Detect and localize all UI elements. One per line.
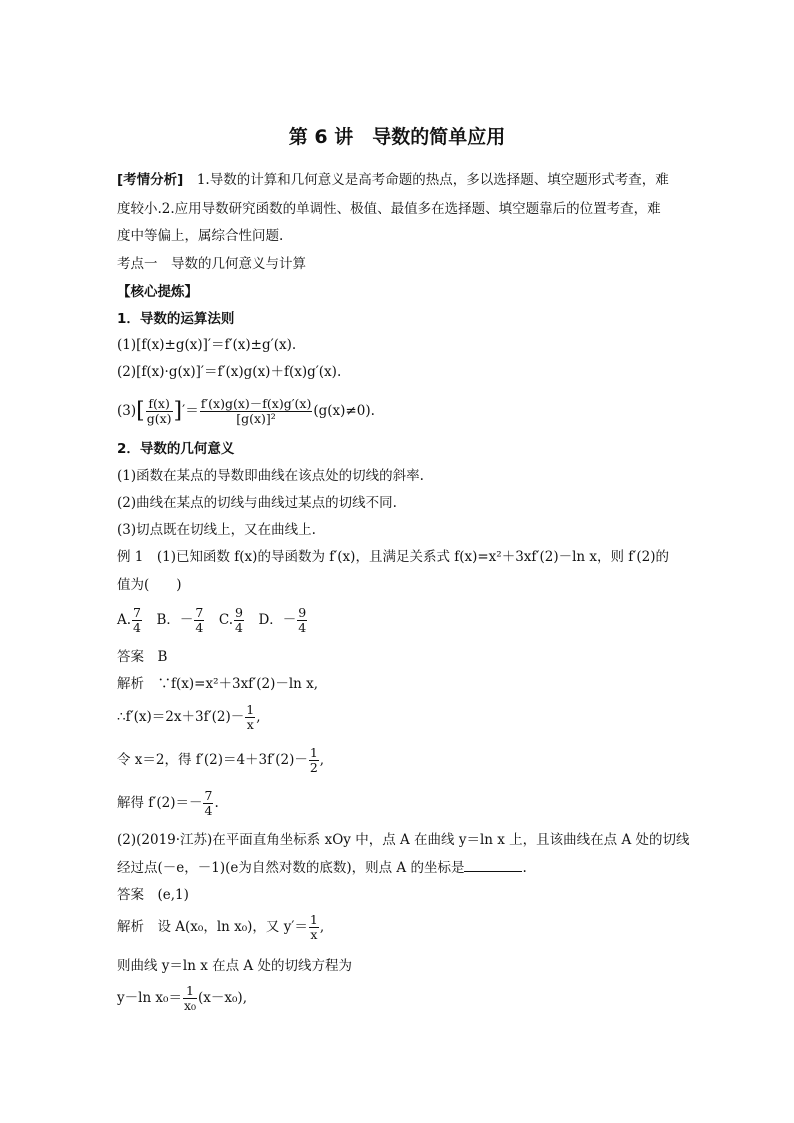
fraction-denominator: [g(x)]² [236,411,276,426]
example-2-solution-2: 则曲线 y＝ln x 在点 A 处的切线方程为 [117,958,352,974]
example-2-line-2 [117,859,527,877]
solution-fraction [183,984,197,1013]
question-suffix: . [522,860,527,876]
fraction-numerator: 9 [298,605,307,620]
option-c-fraction [234,606,244,635]
core-label: 【核心提炼】 [117,284,198,300]
solution-suffix: (x－x₀), [198,990,247,1006]
analysis-line-1 [117,171,669,189]
fraction-denominator: 4 [133,620,141,635]
option-c-label: C. [205,612,234,628]
fraction-numerator: 7 [133,605,141,620]
rules-heading: 1．导数的运算法则 [117,311,235,327]
fraction-numerator: 1 [246,702,255,717]
rule-3-right-fraction [200,397,313,426]
fraction-numerator: 1 [309,745,318,760]
solution-text: 解得 f′(2)＝－ [117,795,203,811]
example-1-options [117,603,308,637]
analysis-line-3: 度中等偏上，属综合性问题. [117,228,284,244]
meaning-3: (3)切点既在切线上，又在曲线上. [117,522,316,538]
fraction-denominator: 2 [309,760,318,775]
fraction-denominator: x [310,927,318,942]
rule-3-prime: ′＝ [182,403,199,419]
solution-fraction [309,746,319,775]
option-d-fraction [297,606,307,635]
rule-3-suffix: (g(x)≠0). [313,403,375,419]
fraction-denominator: x₀ [183,998,197,1013]
answer-blank [464,859,522,872]
page-title: 第 6 讲 导数的简单应用 [288,126,506,148]
example-2-answer: 答案 (e,1) [117,887,189,903]
meaning-2: (2)曲线在某点的切线与曲线过某点的切线不同. [117,495,397,511]
example-1-solution-3 [117,743,324,777]
solution-suffix: , [256,709,261,725]
fraction-denominator: 4 [204,803,213,818]
solution-suffix: . [214,795,219,811]
example-2-solution-3 [117,981,247,1015]
example-2-solution-1 [117,910,324,944]
fraction-numerator: f(x) [146,397,173,412]
example-1-line-2: 值为( ) [117,577,182,593]
solution-fraction [245,703,255,732]
rule-3-left-fraction [146,397,173,426]
fraction-numerator: 7 [204,788,213,803]
question-text: 经过点(－e，－1)(e为自然对数的底数)，则点 A 的坐标是 [117,860,465,876]
solution-text: 令 x＝2，得 f′(2)＝4＋3f′(2)－ [117,752,308,768]
fraction-denominator: 4 [235,620,243,635]
option-d-label: D．－ [244,612,297,628]
example-2-line-1: (2)(2019·江苏)在平面直角坐标系 xOy 中，点 A 在曲线 y＝ln x 上，且该曲线在点 A 处的切线 [117,832,690,848]
solution-suffix: , [319,919,325,935]
analysis-text-1: 1.导数的计算和几何意义是高考命题的热点，多以选择题、填空题形式考查，难 [183,172,669,188]
rule-2: (2)[f(x)·g(x)]′＝f′(x)g(x)＋f(x)g′(x). [117,364,342,380]
fraction-denominator: 4 [195,620,204,635]
option-a-label: A. [117,612,132,628]
analysis-line-2: 度较小.2.应用导数研究函数的单调性、极值、最值多在选择题、填空题靠后的位置考查，难 [117,201,661,217]
solution-text: y－ln x₀＝ [117,990,182,1006]
solution-text: 解析 设 A(x₀，ln x₀)，又 y′＝ [117,919,308,935]
example-1-solution-2 [117,700,261,734]
meaning-heading: 2．导数的几何意义 [117,441,235,457]
section-heading: 考点一 导数的几何意义与计算 [117,256,306,272]
fraction-denominator: g(x) [146,411,172,426]
analysis-label: [考情分析] [117,172,184,188]
solution-suffix: , [319,752,325,768]
fraction-numerator: 7 [195,605,204,620]
rule-1: (1)[f(x)±g(x)]′＝f′(x)±g′(x). [117,337,297,353]
fraction-numerator: 1 [309,912,318,927]
option-b-label: B．－ [143,612,194,628]
example-1-line-1: 例 1 (1)已知函数 f(x)的导函数为 f′(x)，且满足关系式 f(x)=x²＋3xf′(2)－ln x，则 f′(2)的 [117,549,669,565]
solution-text: ∴f′(x)＝2x＋3f′(2)－ [117,709,245,725]
rule-3: (3)[ $\frac{f(x)}{g(x)}$ ]′＝ $\frac{f'(x)g(x)-f(x)g'(x)}{\text{[g(x)]²}}$ (g(x)≠0). [117,396,375,426]
example-1-solution-1: 解析 ∵f(x)=x²＋3xf′(2)－ln x, [117,676,319,692]
option-b-fraction [194,606,204,635]
example-1-answer: 答案 B [117,649,168,665]
fraction-denominator: x [246,717,254,732]
option-a-fraction [132,606,142,635]
solution-fraction [309,913,319,942]
fraction-numerator: 1 [183,984,197,999]
meaning-1: (1)函数在某点的导数即曲线在该点处的切线的斜率. [117,468,424,484]
solution-fraction [203,789,213,818]
example-1-solution-4 [117,786,219,820]
fraction-numerator: f′(x)g(x)－f(x)g′(x) [200,396,312,411]
rule-3-prefix: (3) [117,403,137,419]
fraction-numerator: 9 [235,605,243,620]
fraction-denominator: 4 [298,620,307,635]
